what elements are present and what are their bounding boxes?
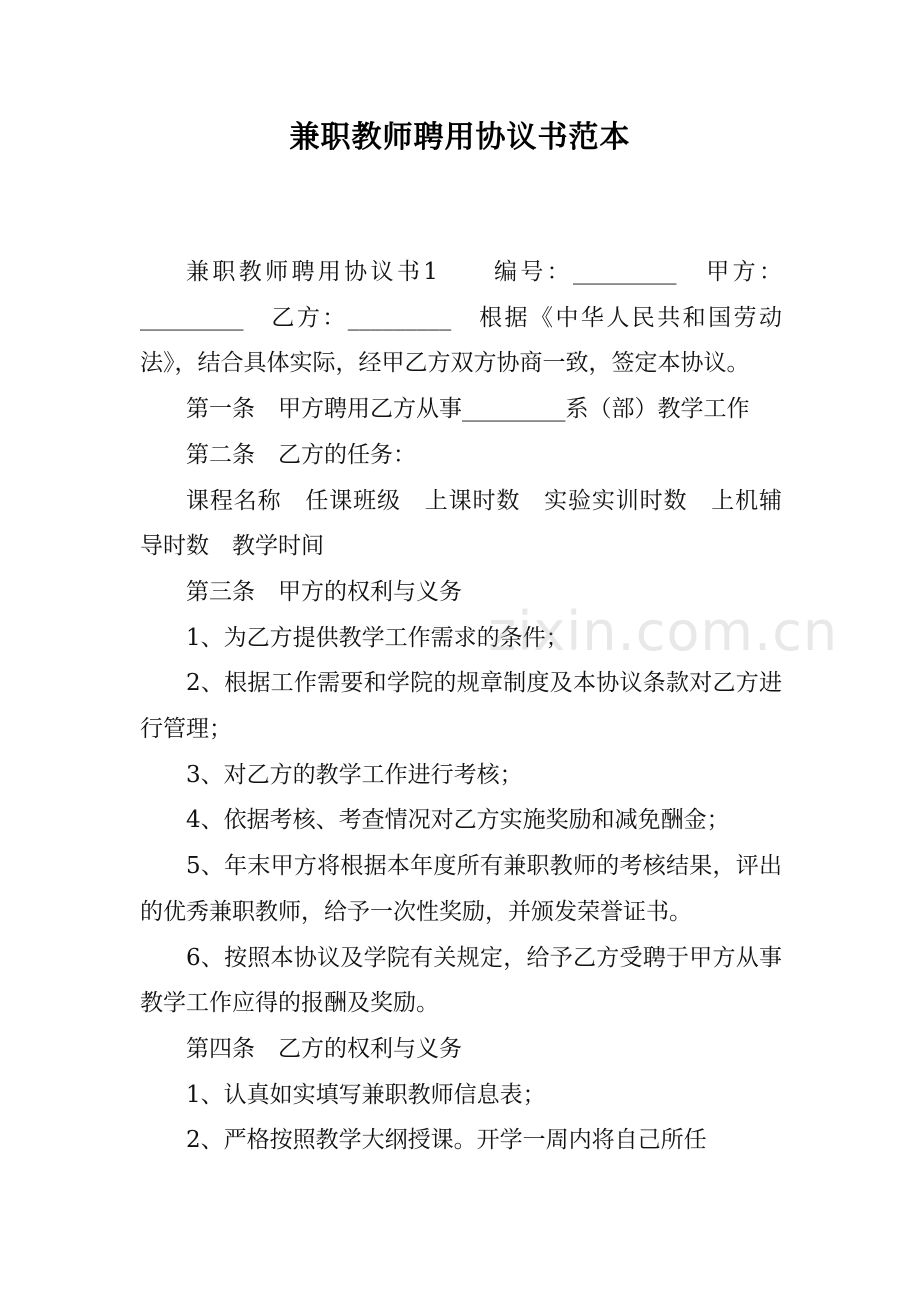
paragraph-article-3-item-1: 1、为乙方提供教学工作需求的条件；: [186, 624, 569, 651]
paragraph-intro: 兼职教师聘用协议书1 编号：_________ 甲方：_________ 乙方：_________ 根据《中华人民共和国劳动法》，结合具体实际，经甲乙方双方协商一致，签定本协议。: [140, 259, 782, 377]
paragraph-article-4: 第四条 乙方的权利与义务: [186, 1035, 462, 1062]
paragraph-task-columns: 课程名称 任课班级 上课时数 实验实训时数 上机辅导时数 教学时间: [140, 487, 782, 560]
watermark: zixin.com.cn: [488, 600, 839, 663]
paragraph-article-3-item-5: 5、年末甲方将根据本年度所有兼职教师的考核结果，评出的优秀兼职教师，给予一次性奖励，并颁发荣誉证书。: [140, 853, 782, 925]
paragraph-article-3-item-3: 3、对乙方的教学工作进行考核；: [186, 761, 523, 788]
document-title: 兼职教师聘用协议书范本: [289, 120, 631, 155]
paragraph-article-4-item-2: 2、严格按照教学大纲授课。开学一周内将自己所任: [186, 1127, 707, 1154]
paragraph-article-3-item-2: 2、根据工作需要和学院的规章制度及本协议条款对乙方进行管理；: [140, 670, 782, 743]
paragraph-article-1: 第一条 甲方聘用乙方从事_________系（部）教学工作: [186, 396, 750, 423]
paragraph-article-4-item-1: 1、认真如实填写兼职教师信息表；: [186, 1081, 546, 1108]
paragraph-article-3: 第三条 甲方的权利与义务: [186, 578, 462, 605]
document-body: [140, 250, 782, 1164]
paragraph-article-2: 第二条 乙方的任务：: [186, 441, 416, 468]
paragraph-article-3-item-4: 4、依据考核、考查情况对乙方实施奖励和减免酬金；: [186, 807, 730, 834]
paragraph-article-3-item-6: 6、按照本协议及学院有关规定，给予乙方受聘于甲方从事教学工作应得的报酬及奖励。: [140, 944, 782, 1017]
